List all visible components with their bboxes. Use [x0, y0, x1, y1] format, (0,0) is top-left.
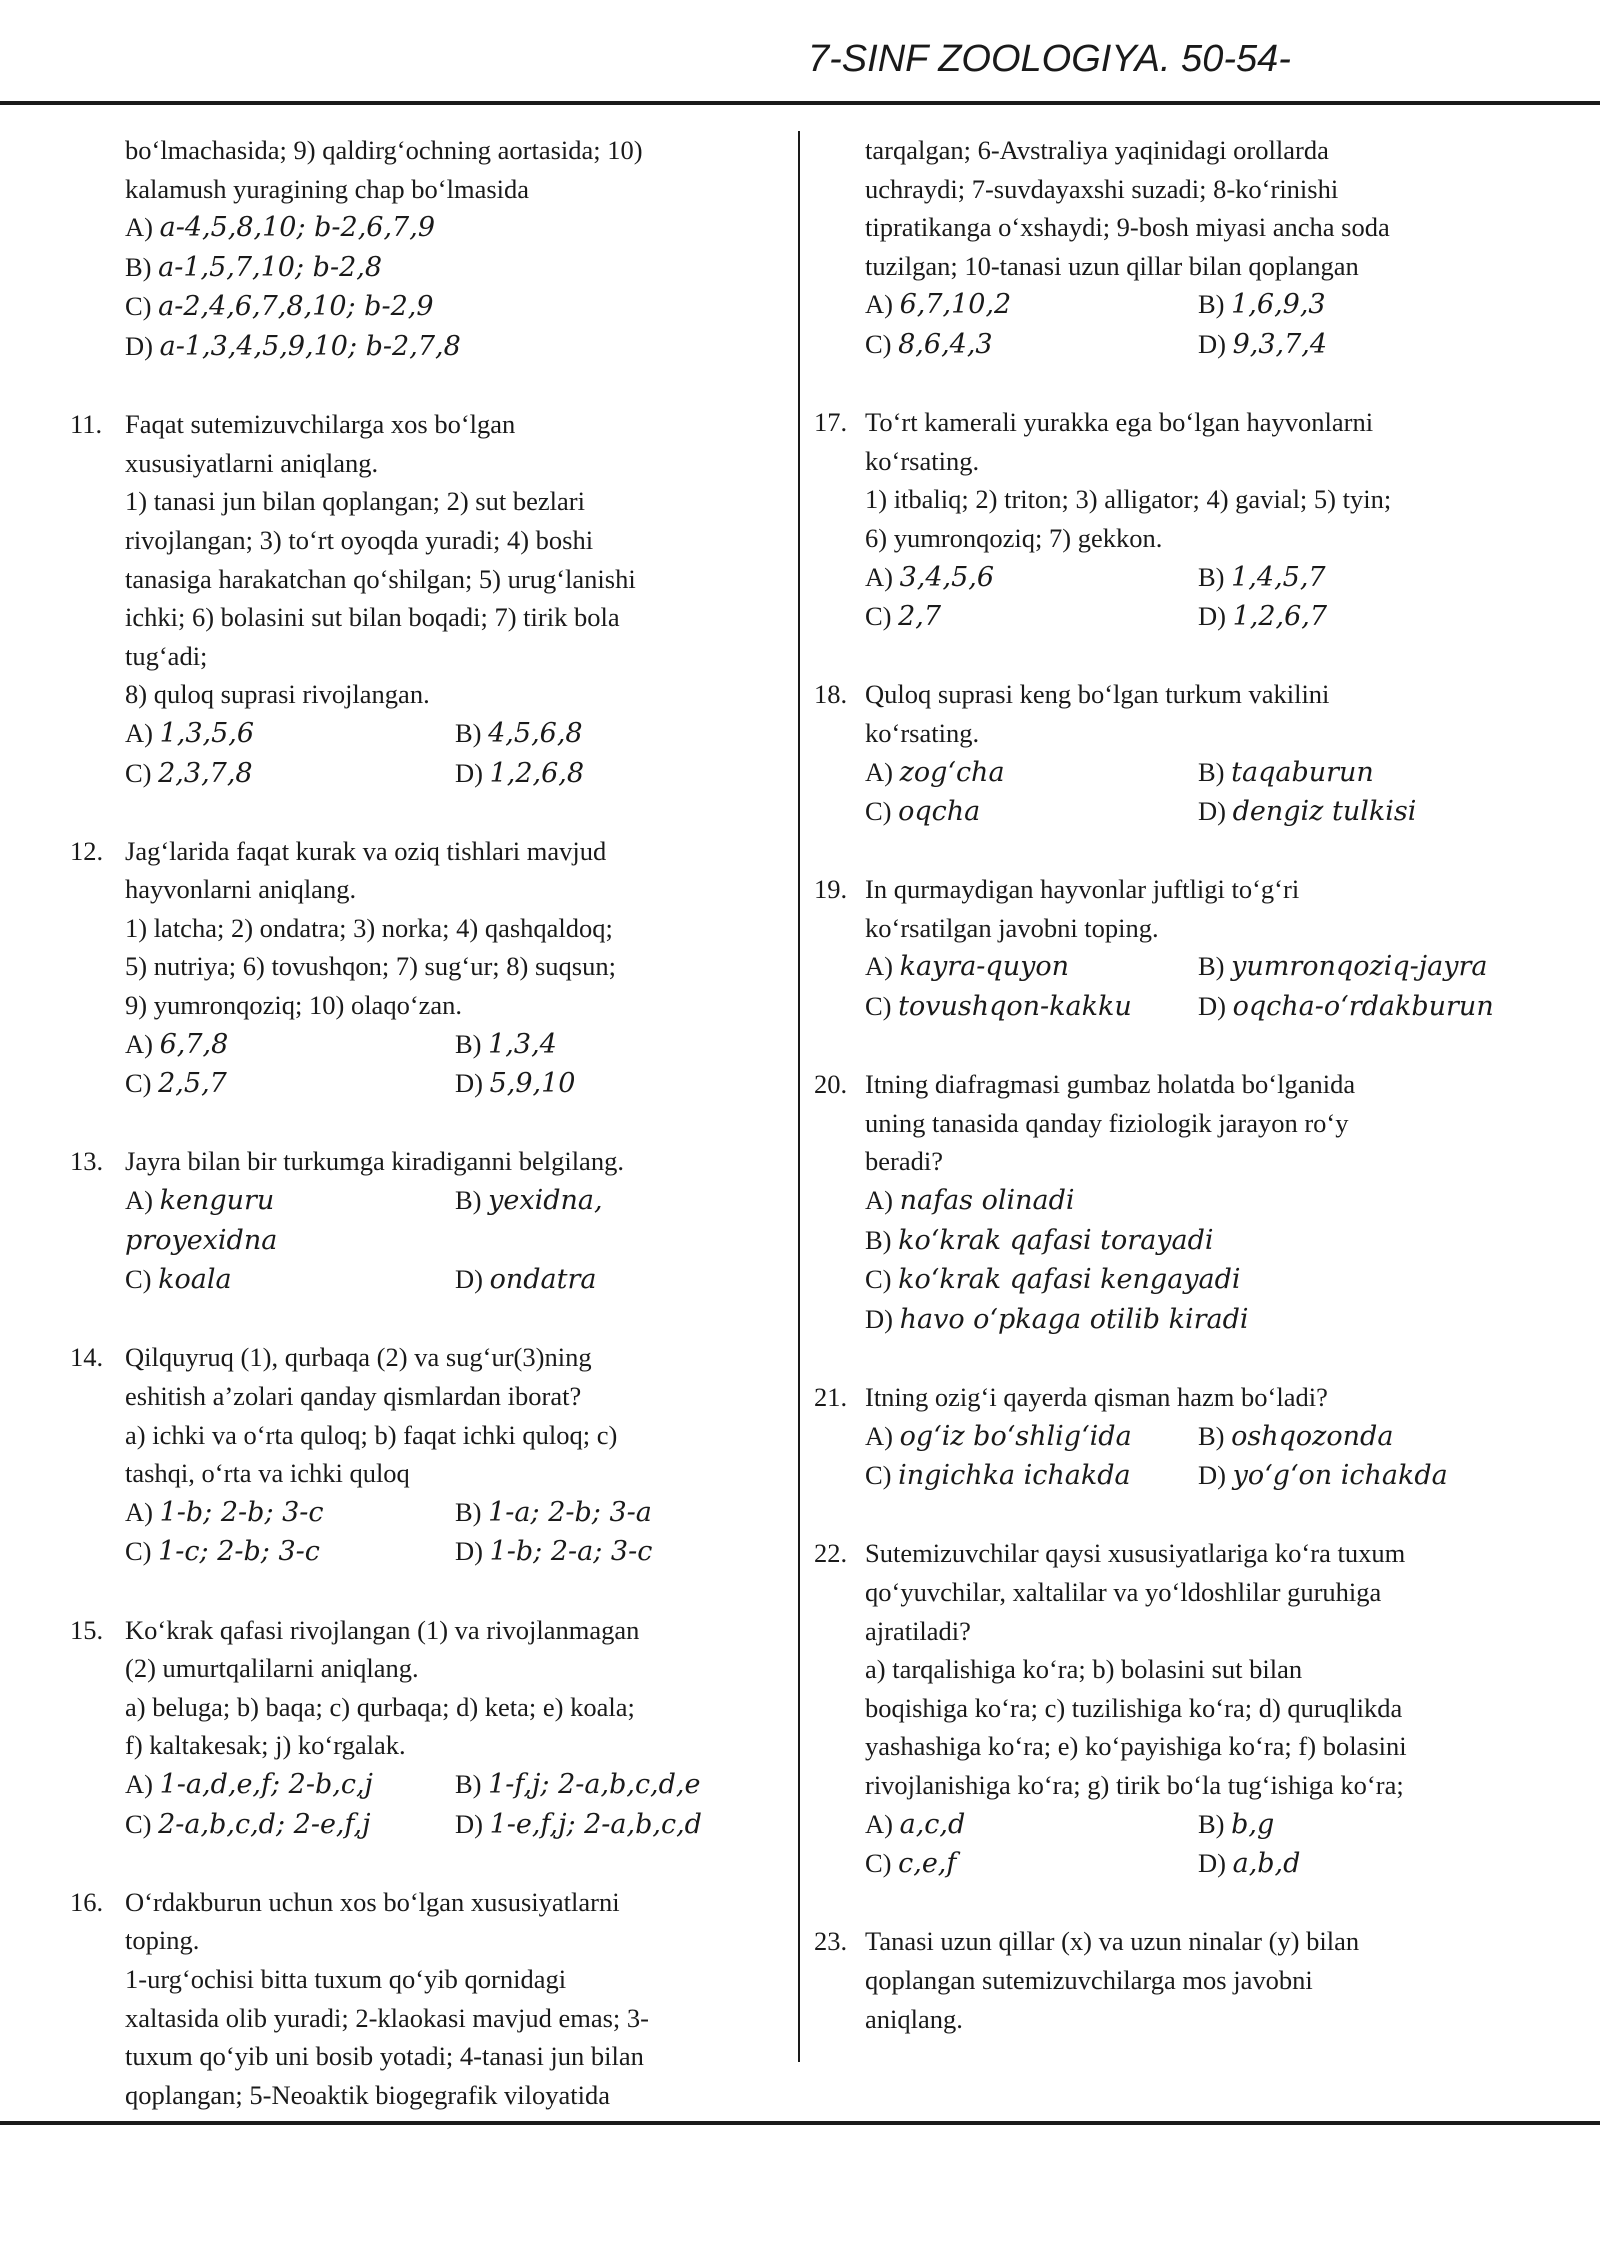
option-c: [125, 1532, 455, 1572]
option-letter: C): [125, 757, 152, 788]
question-text-line: In qurmaydigan hayvonlar juftligi to‘g‘ri: [865, 874, 1300, 905]
question-text-line: Jag‘larida faqat kurak va oziq tishlari mavjud: [125, 835, 607, 866]
option-d: [1198, 1844, 1300, 1884]
question-text-line: Ko‘krak qafasi rivojlangan (1) va rivojlanmagan: [125, 1614, 640, 1645]
question-number: 18.: [814, 679, 848, 710]
question-text-line: ichki; 6) bolasini sut bilan boqadi; 7) tirik bola: [125, 602, 620, 633]
option-d: [1198, 597, 1327, 637]
option-c: [865, 1844, 1198, 1884]
option-letter: D): [455, 1068, 483, 1099]
options-row: [808, 597, 1600, 637]
column-divider: [798, 131, 800, 2062]
question-number: 21.: [814, 1382, 848, 1412]
question-text-line: Qilquyruq (1), qurbaqa (2) va sug‘ur(3)ning: [125, 1342, 592, 1373]
option-letter: A): [125, 717, 153, 748]
option-a: [865, 1805, 1198, 1845]
options-row: [808, 285, 1600, 325]
question-text-line: xaltasida olib yuradi; 2-klaokasi mavjud emas; 3-: [125, 2002, 649, 2033]
option-c: [0, 287, 790, 327]
option-answer: ingichka ichakda: [898, 1460, 1131, 1492]
option-letter: B): [1198, 756, 1225, 787]
option-answer: oqcha: [898, 796, 981, 828]
option-letter: A): [125, 1768, 153, 1799]
option-answer: yumronqoziq-jayra: [1231, 951, 1488, 983]
option-c: [125, 1260, 455, 1300]
options-row: [0, 754, 790, 794]
question-13: [0, 1142, 790, 1299]
question-text-line: rivojlangan; 3) to‘rt oyoqda yuradi; 4) boshi: [125, 524, 594, 555]
question-text-line: 8) quloq suprasi rivojlangan.: [125, 679, 430, 710]
option-a: [865, 285, 1198, 325]
question-number: 14.: [70, 1342, 104, 1373]
question-number: 11.: [70, 409, 103, 440]
option-answer: 1-f,j; 2-a,b,c,d,e: [488, 1768, 701, 1800]
option-answer: 5,9,10: [489, 1068, 576, 1100]
option-letter: A): [125, 1185, 153, 1216]
option-answer: tovushqon-kakku: [898, 991, 1132, 1023]
option-letter: B): [1198, 1808, 1225, 1839]
question-text-line: uchraydi; 7-suvdayaxshi suzadi; 8-ko‘rinishi: [865, 173, 1339, 204]
options-row: [0, 1532, 790, 1572]
option-letter: D): [455, 1536, 483, 1567]
question-text-line: yashashiga ko‘ra; e) ko‘payishiga ko‘ra; f) bolasini: [865, 1731, 1407, 1762]
option-answer: 3,4,5,6: [899, 561, 995, 593]
option-a: [865, 1417, 1198, 1457]
option-d: [1198, 1456, 1448, 1496]
question-12: [0, 832, 790, 1104]
option-letter: C): [125, 1264, 152, 1295]
option-d: [455, 1805, 702, 1845]
option-c: [125, 1064, 455, 1104]
question-11: [0, 405, 790, 793]
question-text-line: qoplangan sutemizuvchilarga mos javobni: [865, 1964, 1313, 1995]
option-answer: ondatra: [489, 1264, 597, 1296]
option-c: [808, 1260, 1600, 1300]
question-text-line: 1) itbaliq; 2) triton; 3) alligator; 4) gavial; 5) tyin;: [865, 484, 1392, 515]
option-answer: kenguru: [159, 1185, 275, 1217]
option-b: [1198, 1417, 1393, 1457]
option-answer: 8,6,4,3: [898, 328, 993, 360]
question-17: [808, 403, 1600, 637]
option-letter: D): [1198, 601, 1226, 632]
option-answer: yexidna,: [488, 1185, 603, 1217]
question-number: 16.: [70, 1886, 104, 1917]
options-row: [808, 753, 1600, 793]
option-b: [1198, 753, 1374, 793]
question-text-line: tanasiga harakatchan qo‘shilgan; 5) urug‘lanishi: [125, 563, 636, 594]
option-a: [865, 753, 1198, 793]
option-letter: B): [125, 251, 152, 282]
option-letter: D): [865, 1303, 893, 1334]
option-letter: A): [865, 1185, 893, 1216]
question-number: 22.: [814, 1538, 848, 1569]
option-a: [125, 714, 455, 754]
options-row: [0, 1181, 790, 1221]
option-letter: C): [125, 291, 152, 322]
option-answer: a-4,5,8,10; b-2,6,7,9: [159, 212, 435, 244]
option-a: [0, 208, 790, 248]
option-d: [455, 1532, 652, 1572]
question-10-continued: [0, 131, 790, 367]
option-c: [865, 987, 1198, 1027]
option-b: [1198, 947, 1487, 987]
options-row: [808, 1456, 1600, 1496]
question-text-line: 1) latcha; 2) ondatra; 3) norka; 4) qashqaldoq;: [125, 912, 613, 943]
option-a: [125, 1765, 455, 1805]
option-answer: 1-a; 2-b; 3-a: [488, 1496, 652, 1528]
question-number: 15.: [70, 1614, 104, 1645]
options-row: [808, 558, 1600, 598]
option-letter: C): [865, 991, 892, 1022]
right-column: [808, 131, 1600, 2077]
question-text-line: (2) umurtqalilarni aniqlang.: [125, 1653, 419, 1684]
page-header-title: 7-SINF ZOOLOGIYA. 50-54-: [808, 38, 1291, 80]
option-d: [1198, 792, 1416, 832]
question-text-line: tug‘adi;: [125, 640, 208, 671]
option-answer: 1,2,6,8: [489, 757, 585, 789]
option-answer: proyexidna: [125, 1224, 278, 1256]
option-answer: og‘iz bo‘shlig‘ida: [899, 1420, 1132, 1452]
option-answer: dengiz tulkisi: [1232, 796, 1417, 828]
option-answer: zog‘cha: [899, 756, 1005, 788]
question-text-line: a) beluga; b) baqa; c) qurbaqa; d) keta; e) koala;: [125, 1691, 635, 1722]
option-c: [125, 754, 455, 794]
option-answer: 1-c; 2-b; 3-c: [158, 1536, 320, 1568]
question-text-line: Faqat sutemizuvchilarga xos bo‘lgan: [125, 409, 516, 440]
option-letter: D): [1198, 991, 1226, 1022]
question-text-line: a) tarqalishiga ko‘ra; b) bolasini sut bilan: [865, 1654, 1303, 1685]
question-text-line: xususiyatlarni aniqlang.: [125, 447, 379, 478]
option-a: [865, 558, 1198, 598]
option-letter: C): [865, 1264, 892, 1295]
option-answer: 2-a,b,c,d; 2-e,f,j: [158, 1808, 371, 1840]
option-letter: C): [125, 1808, 152, 1839]
option-b: [455, 1765, 701, 1805]
option-answer: nafas olinadi: [899, 1185, 1075, 1217]
options-row: [0, 1805, 790, 1845]
question-18: [808, 675, 1600, 831]
option-d: [0, 327, 790, 367]
option-b-continued: [0, 1221, 790, 1261]
option-answer: 1,3,5,6: [159, 717, 255, 749]
option-d: [455, 1260, 596, 1300]
option-c: [125, 1805, 455, 1845]
question-14: [0, 1338, 790, 1572]
question-text-line: Quloq suprasi keng bo‘lgan turkum vakilini: [865, 679, 1330, 710]
question-text-line: qo‘yuvchilar, xaltalilar va yo‘ldoshlilar guruhiga: [865, 1576, 1382, 1607]
option-answer: a,c,d: [899, 1808, 966, 1840]
option-letter: C): [125, 1068, 152, 1099]
question-number: 20.: [814, 1069, 848, 1100]
question-number: 17.: [814, 407, 848, 438]
question-number: 13.: [70, 1146, 104, 1177]
option-letter: B): [455, 1768, 482, 1799]
question-text-line: Itning ozig‘i qayerda qisman hazm bo‘ladi?: [865, 1382, 1328, 1412]
option-answer: yo‘g‘on ichakda: [1232, 1460, 1448, 1492]
question-text-line: tuzilgan; 10-tanasi uzun qillar bilan qoplangan: [865, 250, 1359, 281]
options-row: [0, 1064, 790, 1104]
options-row: [0, 1493, 790, 1533]
option-c: [865, 325, 1198, 365]
question-16-continued: [808, 131, 1600, 365]
option-letter: D): [1198, 328, 1226, 359]
question-text-line: eshitish a’zolari qanday qismlardan iborat?: [125, 1381, 582, 1411]
option-answer: 1-a,d,e,f; 2-b,c,j: [159, 1768, 373, 1800]
option-answer: 9,3,7,4: [1232, 328, 1328, 360]
option-b: [1198, 1805, 1274, 1845]
options-row: [808, 947, 1600, 987]
option-d: [455, 754, 584, 794]
option-answer: c,e,f: [898, 1848, 957, 1880]
option-letter: D): [1198, 1848, 1226, 1879]
option-letter: A): [125, 1028, 153, 1059]
question-text-line: a) ichki va o‘rta quloq; b) faqat ichki quloq; c): [125, 1419, 618, 1450]
option-letter: B): [455, 1496, 482, 1527]
option-answer: ko‘krak qafasi torayadi: [898, 1224, 1214, 1256]
option-letter: C): [865, 796, 892, 827]
option-answer: 1,6,9,3: [1231, 289, 1326, 321]
option-a: [865, 947, 1198, 987]
question-22: [808, 1534, 1600, 1883]
question-text-line: tuxum qo‘yib uni bosib yotadi; 4-tanasi jun bilan: [125, 2041, 644, 2072]
question-number: 23.: [814, 1926, 848, 1957]
option-letter: A): [865, 289, 893, 320]
option-c: [865, 1456, 1198, 1496]
option-answer: a-2,4,6,7,8,10; b-2,9: [158, 291, 434, 323]
option-d: [455, 1064, 575, 1104]
question-number: 12.: [70, 835, 104, 866]
option-letter: C): [865, 1848, 892, 1879]
option-letter: A): [865, 1420, 893, 1451]
options-row: [808, 987, 1600, 1027]
option-d: [808, 1300, 1600, 1340]
option-answer: ko‘krak qafasi kengayadi: [898, 1264, 1241, 1296]
question-text-line: tarqalgan; 6-Avstraliya yaqinidagi orollarda: [865, 135, 1329, 165]
question-text-line: f) kaltakesak; j) ko‘rgalak.: [125, 1730, 406, 1761]
option-answer: 2,5,7: [158, 1068, 227, 1100]
option-answer: 4,5,6,8: [488, 717, 583, 749]
option-letter: D): [455, 1264, 483, 1295]
question-text-line: Itning diafragmasi gumbaz holatda bo‘lganida: [865, 1069, 1356, 1100]
options-row: [808, 325, 1600, 365]
option-letter: B): [455, 1028, 482, 1059]
question-text-line: ko‘rsating.: [865, 717, 980, 748]
option-c: [865, 792, 1198, 832]
option-letter: D): [1198, 796, 1226, 827]
option-b: [455, 1181, 603, 1221]
question-text-line: tipratikanga o‘xshaydi; 9-bosh miyasi ancha soda: [865, 212, 1390, 243]
option-letter: A): [865, 1808, 893, 1839]
question-text-line: boqishiga ko‘ra; c) tuzilishiga ko‘ra; d) quruqlikda: [865, 1692, 1403, 1723]
question-text-line: toping.: [125, 1925, 200, 1956]
options-row: [808, 792, 1600, 832]
header-rule: [0, 101, 1600, 105]
option-answer: 1-b; 2-b; 3-c: [159, 1496, 324, 1528]
option-answer: oshqozonda: [1231, 1420, 1394, 1452]
option-letter: A): [865, 756, 893, 787]
option-letter: B): [1198, 1420, 1225, 1451]
option-answer: taqaburun: [1231, 756, 1374, 788]
option-letter: B): [1198, 561, 1225, 592]
option-answer: a-1,3,4,5,9,10; b-2,7,8: [159, 330, 461, 362]
option-d: [1198, 987, 1494, 1027]
question-text-line: 1-urg‘ochisi bitta tuxum qo‘yib qornidagi: [125, 1963, 567, 1994]
option-answer: 1,2,6,7: [1232, 601, 1328, 633]
option-b: [455, 714, 583, 754]
option-answer: 6,7,8: [159, 1028, 229, 1060]
option-b: [0, 248, 790, 288]
option-letter: A): [865, 561, 893, 592]
option-letter: D): [455, 1808, 483, 1839]
options-row: [808, 1844, 1600, 1884]
option-letter: D): [1198, 1460, 1226, 1491]
options-row: [0, 714, 790, 754]
option-letter: A): [125, 1496, 153, 1527]
options-row: [808, 1417, 1600, 1457]
options-row: [0, 1765, 790, 1805]
option-answer: 2,3,7,8: [158, 757, 253, 789]
question-text-line: To‘rt kamerali yurakka ega bo‘lgan hayvonlarni: [865, 407, 1374, 438]
option-letter: A): [865, 951, 893, 982]
option-letter: B): [455, 1185, 482, 1216]
option-b: [455, 1025, 557, 1065]
question-text-line: ko‘rsatilgan javobni toping.: [865, 912, 1159, 943]
question-text-line: tashqi, o‘rta va ichki quloq: [125, 1458, 410, 1489]
question-number: 19.: [814, 874, 848, 905]
question-16: [0, 1883, 790, 2115]
option-answer: oqcha-o‘rdakburun: [1232, 991, 1494, 1023]
question-23: [808, 1922, 1600, 2038]
option-d: [1198, 325, 1327, 365]
question-text-line: 6) yumronqoziq; 7) gekkon.: [865, 522, 1163, 553]
option-a: [125, 1181, 455, 1221]
option-answer: 1,3,4: [488, 1028, 557, 1060]
option-a: [125, 1025, 455, 1065]
options-row: [808, 1805, 1600, 1845]
option-answer: 1-e,f,j; 2-a,b,c,d: [489, 1808, 702, 1840]
option-letter: A): [125, 212, 153, 243]
option-answer: koala: [158, 1264, 232, 1296]
question-21: [808, 1378, 1600, 1496]
option-answer: b,g: [1231, 1808, 1275, 1840]
question-text-line: qoplangan; 5-Neoaktik biogegrafik viloyatida: [125, 2079, 610, 2110]
option-letter: C): [125, 1536, 152, 1567]
question-15: [0, 1611, 790, 1845]
option-b: [455, 1493, 652, 1533]
option-answer: a,b,d: [1232, 1848, 1301, 1880]
option-letter: B): [455, 717, 482, 748]
left-column: [0, 131, 790, 2153]
option-answer: havo o‘pkaga otilib kiradi: [899, 1303, 1249, 1335]
option-letter: B): [865, 1224, 892, 1255]
option-letter: B): [1198, 951, 1225, 982]
option-letter: D): [455, 757, 483, 788]
option-letter: B): [1198, 289, 1225, 320]
question-text-line: Sutemizuvchilar qaysi xususiyatlariga ko‘ra tuxum: [865, 1538, 1406, 1569]
option-a: [125, 1493, 455, 1533]
question-text-line: 9) yumronqoziq; 10) olaqo‘zan.: [125, 990, 463, 1021]
question-text-line: rivojlanishiga ko‘ra; g) tirik bo‘la tug‘ishiga ko‘ra;: [865, 1769, 1404, 1800]
option-a: [808, 1181, 1600, 1221]
question-text-line: uning tanasida qanday fiziologik jarayon ro‘y: [865, 1107, 1349, 1138]
option-answer: 6,7,10,2: [899, 289, 1012, 321]
question-text-line: beradi?: [865, 1146, 943, 1177]
question-text-line: 5) nutriya; 6) tovushqon; 7) sug‘ur; 8) suqsun;: [125, 951, 616, 982]
option-letter: C): [865, 1460, 892, 1491]
option-answer: 1-b; 2-a; 3-c: [489, 1536, 653, 1568]
option-c: [865, 597, 1198, 637]
options-row: [0, 1025, 790, 1065]
question-text-line: Jayra bilan bir turkumga kiradiganni belgilang.: [125, 1146, 624, 1177]
option-letter: D): [125, 330, 153, 361]
option-b: [808, 1221, 1600, 1261]
question-19: [808, 870, 1600, 1026]
option-answer: 1,4,5,7: [1231, 561, 1326, 593]
option-answer: a-1,5,7,10; b-2,8: [158, 251, 383, 283]
question-text-line: ajratiladi?: [865, 1615, 971, 1646]
question-text-line: bo‘lmachasida; 9) qaldirg‘ochning aortasida; 10): [125, 135, 643, 165]
option-answer: kayra-quyon: [899, 951, 1070, 983]
option-letter: C): [865, 328, 892, 359]
question-text-line: hayvonlarni aniqlang.: [125, 874, 357, 905]
question-text-line: O‘rdakburun uchun xos bo‘lgan xususiyatlarni: [125, 1886, 620, 1917]
question-20: [808, 1065, 1600, 1339]
question-text-line: Tanasi uzun qillar (x) va uzun ninalar (y) bilan: [865, 1926, 1360, 1957]
options-row: [0, 1260, 790, 1300]
option-b: [1198, 558, 1326, 598]
question-text-line: ko‘rsating.: [865, 445, 980, 476]
question-text-line: 1) tanasi jun bilan qoplangan; 2) sut bezlari: [125, 486, 585, 517]
question-text-line: aniqlang.: [865, 2003, 963, 2034]
option-letter: C): [865, 601, 892, 632]
option-answer: 2,7: [898, 601, 942, 633]
option-b: [1198, 285, 1326, 325]
question-text-line: kalamush yuragining chap bo‘lmasida: [125, 173, 530, 204]
